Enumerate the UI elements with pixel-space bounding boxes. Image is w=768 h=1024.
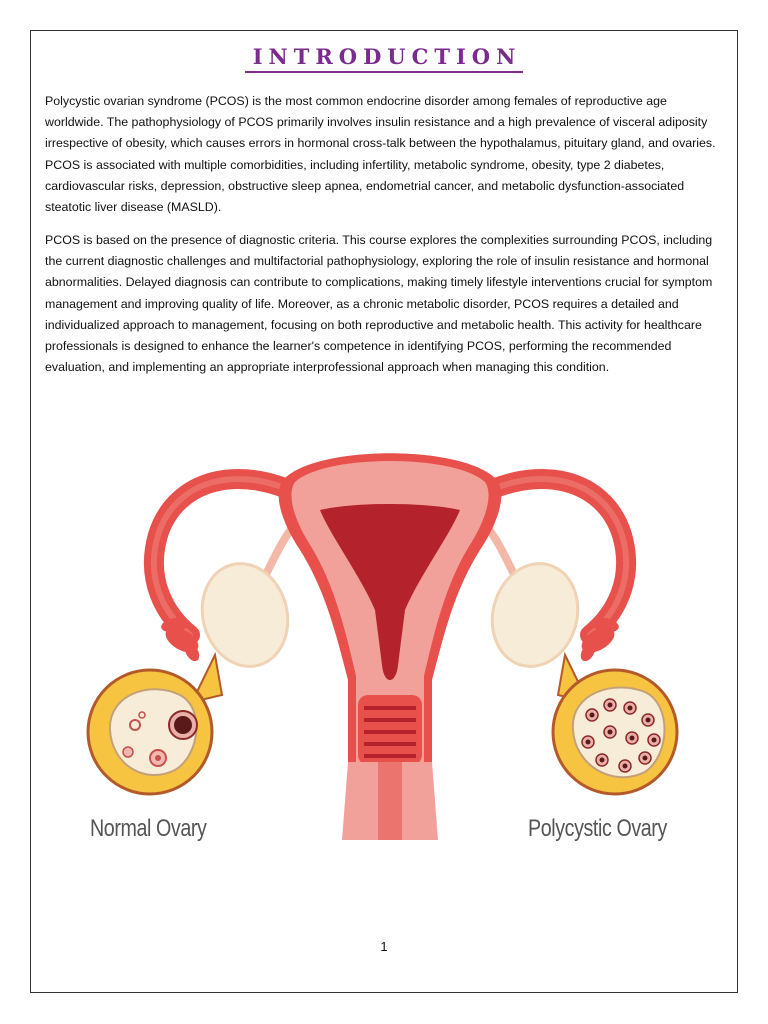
uterus-ovary-illustration: [80, 440, 700, 850]
left-fimbriae: [160, 616, 203, 664]
polycystic-ovary-label: Polycystic Ovary: [528, 815, 667, 842]
left-ovary: [191, 554, 299, 676]
right-ovary: [481, 554, 589, 676]
heading-container: [0, 44, 768, 73]
normal-ovary-label: Normal Ovary: [90, 815, 207, 842]
intro-paragraph-1: Polycystic ovarian syndrome (PCOS) is the most common endocrine disorder among females of reproductive age worldwide. The pathophysiology of PCOS primarily involves insulin resistance and a high prevalence of visceral adiposity irrespective of obesity, which causes errors in hormonal cross-talk between the hypothalamus, pituitary gland, and ovaries. PCOS is associated with multiple comorbidities, including infertility, metabolic syndrome, obesity, type 2 diabetes, cardiovascular risks, depression, obstructive sleep apnea, endometrial cancer, and metabolic dysfunction-associated steatotic liver disease (MASLD).: [45, 94, 716, 215]
intro-paragraph-2: PCOS is based on the presence of diagnostic criteria. This course explores the complexities surrounding PCOS, including the current diagnostic challenges and multifactorial pathophysiology, exploring the role of insulin resistance and hormonal abnormalities. Delayed diagnosis can contribute to complications, making timely lifestyle interventions crucial for symptom management and improving quality of life. Moreover, as a chronic metabolic disorder, PCOS requires a detailed and individualized approach to management, focusing on both reproductive and metabolic health. This activity for healthcare professionals is designed to enhance the learner's competence in identifying PCOS, performing the recommended evaluation, and implementing an appropriate interprofessional approach when managing this condition.: [45, 233, 713, 375]
page-number: 1: [380, 939, 388, 954]
right-fimbriae: [577, 616, 620, 664]
page-heading: INTRODUCTION: [245, 44, 524, 73]
